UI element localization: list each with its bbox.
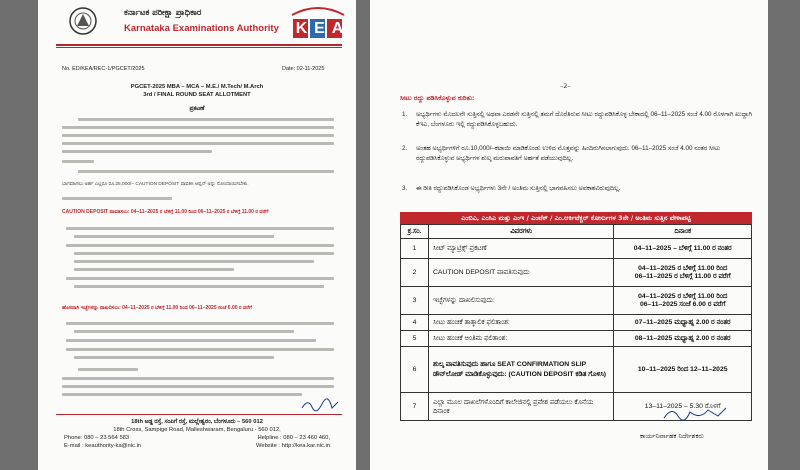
page-number: –2– — [560, 82, 571, 90]
row-date — [614, 259, 752, 287]
notice-page-2 — [370, 0, 768, 470]
kea-logo — [290, 5, 346, 41]
caution-note: ಭಾಗವಹಿಸಲು ಅರ್ಹ ಎಲ್ಲರೂ ರೂ.25,000/– CAUTION DEPOSIT ಪಾವತಿಸಿ ಆಪ್ಷನ್ ಅನ್ನು ನೋಂದಾಯಿಸಬೇಕು. — [62, 182, 249, 187]
org-name-kannada: ಕರ್ನಾಟಕ ಪರೀಕ್ಷಾ ಪ್ರಾಧಿಕಾರ — [124, 8, 202, 18]
kea-logo-letter: K — [295, 20, 308, 37]
text-line — [62, 150, 212, 153]
table-row — [401, 239, 752, 259]
paragraph-number: 3. — [402, 185, 408, 192]
row-date-line: 08–11–2025 ಮಧ್ಯಾಹ್ನ 2.00 ರ ನಂತರ — [634, 334, 731, 342]
subject-line-2: 3rd / FINAL ROUND SEAT ALLOTMENT — [143, 92, 251, 98]
row-description: ಎಲ್ಲಾ ಮೂಲ ದಾಖಲೆಗಳೊಂದಿಗೆ ಕಾಲೇಜಿನಲ್ಲಿ ಪ್ರವೇಶ ಪಡೆಯಲು ಕೊನೆಯ ದಿನಾಂಕ — [428, 393, 613, 421]
kea-logo-letter: A — [331, 20, 344, 37]
notice-page-1 — [38, 0, 356, 470]
row-description: ಸೀಟು ಹಂಚಿಕೆ ತಾತ್ಕಾಲಿಕ ಫಲಿತಾಂಶ: — [428, 315, 613, 331]
text-line — [62, 393, 302, 396]
column-header-sl: ಕ್ರ.ಸಂ. — [401, 225, 429, 239]
column-header-details: ವಿವರಗಳು — [428, 225, 613, 239]
text-line — [74, 285, 324, 288]
reference-number: No. ED/KEA/REC-1/PGCET/2025 — [62, 66, 145, 72]
paragraph-3 — [402, 184, 752, 194]
text-line — [66, 227, 334, 230]
row-date-line: 06–11–2025 ಸಂಜೆ 6.00 ರ ವರೆಗೆ — [639, 300, 726, 308]
row-number: 6 — [401, 347, 429, 393]
paragraph-text: ಈ ರೀತಿ ರದ್ದುಪಡಿಸಿಕೊಂಡ ಅಭ್ಯರ್ಥಿಗಳು 3ನೇ / ಅಂತಿಮ ಸುತ್ತಿನಲ್ಲಿ ಭಾಗವಹಿಸಲು ಅವಕಾಶವಿರುವುದಿಲ್ಲ. — [416, 185, 621, 192]
paragraph-text: ಅಭ್ಯರ್ಥಿಗಳು ಮೊದಲನೇ ಸುತ್ತಿನಲ್ಲಿ ಅಥವಾ ಎರಡನೇ ಸುತ್ತಿನಲ್ಲಿ ತಮಗೆ ದೊರೆತಿರುವ ಸೀಟು ರದ್ದುಪಡಿಸಿಕೊಳ್ಳ ಬೇಕಾದಲ್ಲಿ 06–11–2025 ಸಂಜೆ 4.00 ರೊಳಗಾಗಿ ಖುದ್ದಾಗಿ ಕೆಇಎ, ಬೆಂಗಳೂರು ಇಲ್ಲಿ ರದ್ದುಪಡಿಸಿಕೊಳ್ಳಬಹುದು. — [416, 111, 752, 128]
text-line — [66, 348, 334, 351]
row-date-line: 13–11–2025 – 5.30 ರೊಳಗೆ — [644, 402, 721, 410]
table-row — [401, 287, 752, 315]
text-line — [66, 244, 334, 247]
government-seal-icon — [68, 6, 98, 36]
row-date — [614, 331, 752, 347]
row-number: 3 — [401, 287, 429, 315]
row-date — [614, 287, 752, 315]
column-header-date: ದಿನಾಂಕ — [614, 225, 752, 239]
row-date-line: 04–11–2025 ರ ಬೆಳಿಗ್ಗೆ 11.00 ರಿಂದ — [638, 292, 728, 300]
text-line — [74, 356, 274, 359]
table-row — [401, 259, 752, 287]
text-line — [66, 339, 316, 342]
signature-icon — [660, 404, 740, 424]
row-date-line: 10–11–2025 ರಿಂದ 12–11–2025 — [637, 365, 728, 373]
notice-heading: ಪ್ರಕಟಣೆ — [189, 106, 205, 112]
text-line — [62, 126, 334, 129]
text-line — [62, 160, 94, 163]
footer-phone: Phone: 080 – 23 564 583 — [64, 435, 130, 441]
row-date-line: 04–11–2025 – ಬೆಳಿಗ್ಗೆ 11.00 ರ ನಂತರ — [633, 244, 732, 252]
table-row — [401, 347, 752, 393]
text-line — [78, 368, 138, 371]
row-description: ಇಚ್ಛೆಗಳನ್ನು ದಾಖಲಿಸುವುದು: — [428, 287, 613, 315]
paragraph-text: ಅಂತಹ ಅಭ್ಯರ್ಥಿಗಳಿಗೆ ರೂ.10,000/–ಕಟಾಯಿ ಮಾಡಿಕೊಂಡು ಉಳಿದ ಮೊತ್ತವನ್ನು ಹಿಂದಿರುಗಿಸಲಾಗುವುದು. 06–11–2025 ಸಂಜೆ 4.00 ನಂತರ ಸೀಟು ರದ್ದುಪಡಿಸಿಕೊಳ್ಳುವ ಅಭ್ಯರ್ಥಿಗಳ ಶುಲ್ಕ ಮರುಪಾವತಿಗೆ ಅರ್ಹತೆ ಪಡೆಯುವುದಿಲ್ಲ. — [416, 145, 721, 162]
text-line — [62, 197, 172, 200]
letter-date: Date: 02-11-2025 — [282, 66, 325, 72]
row-description: ಸೀಟ್ ಮ್ಯಾಟ್ರಿಕ್ಸ್ ಪ್ರಕಟಣೆ — [428, 239, 613, 259]
header-rule — [56, 44, 342, 46]
footer-website[interactable]: Website : http://kea.kar.nic.in — [255, 443, 330, 449]
text-line — [66, 277, 334, 280]
row-description: ಸೀಟು ಹಂಚಿಕೆ ಅಂತಿಮ ಫಲಿತಾಂಶ: — [428, 331, 613, 347]
paragraph-number: 1. — [402, 111, 408, 118]
text-line — [62, 142, 334, 145]
text-line — [62, 377, 334, 380]
row-number: 7 — [401, 393, 429, 421]
table-row — [401, 331, 752, 347]
row-date-line: 07–11–2025 ಮಧ್ಯಾಹ್ನ 2.00 ರ ನಂತರ — [634, 318, 731, 326]
text-line — [78, 118, 334, 121]
schedule-table — [400, 224, 752, 421]
row-date-line: 04–11–2025 ರ ಬೆಳಿಗ್ಗೆ 11.00 ರಿಂದ — [638, 264, 728, 272]
cancellation-heading: ಸೀಟು ರದ್ದು ಪಡಿಸಿಕೊಳ್ಳುವ ಕುರಿತು: — [400, 94, 475, 102]
paragraph-number: 2. — [402, 145, 408, 152]
header-rule-thin — [56, 47, 342, 48]
table-row — [401, 315, 752, 331]
footer — [38, 418, 356, 450]
signature-icon — [300, 398, 340, 412]
row-date — [614, 315, 752, 331]
paragraph-1 — [402, 110, 752, 130]
kea-logo-letter: E — [314, 20, 325, 37]
text-line — [74, 252, 334, 255]
text-line — [74, 330, 294, 333]
options-entry-window: ಹೊಸದಾಗಿ ಇಚ್ಛೆಗಳನ್ನು ದಾಖಲಿಸಲು: 04–11–2025 ರ ಬೆಳಿಗ್ಗೆ 11.00 ರಿಂದ 06–11–2025 ಸಂಜೆ 6.00 ರ ವರೆಗೆ — [62, 305, 252, 311]
row-description: CAUTION DEPOSIT ಪಾವತಿಸುವುದು — [428, 259, 613, 287]
text-line — [74, 235, 274, 238]
footer-address-english: 18th Cross, Sampige Road, Malleshwaram, Bengaluru - 560 012, — [113, 427, 281, 433]
row-number: 4 — [401, 315, 429, 331]
schedule-banner: ಎಂಬಿಎ, ಎಂಸಿಎ ಮತ್ತು ಎಂಇ / ಎಂಟೆಕ್ / ಎಂ.ಆರ್ಕಿಟೆಕ್ಚರ್ ಕೋರ್ಸುಗಳ 3ನೇ / ಅಂತಿಮ ಸುತ್ತಿನ ವೇಳಾಪಟ್ಟಿ — [400, 212, 752, 224]
row-number: 1 — [401, 239, 429, 259]
row-date — [614, 347, 752, 393]
row-description: ಶುಲ್ಕ ಪಾವತಿಸುವುದು ಹಾಗೂ SEAT CONFIRMATION SLIP ಡೌನ್‌ಲೋಡ್ ಮಾಡಿಕೊಳ್ಳುವುದು: (CAUTION DEPOSIT ಕಡಿತ ಗೊಳಿಸಿ) — [428, 347, 613, 393]
paragraph-2 — [402, 144, 752, 164]
org-name-english: Karnataka Examinations Authority — [124, 23, 279, 34]
text-line — [66, 322, 334, 325]
subject-line-1: PGCET-2025 MBA – MCA – M.E./ M.Tech/ M.Arch — [130, 84, 264, 90]
text-line — [78, 170, 334, 173]
table-header-row — [401, 225, 752, 239]
footer-address-kannada: 18th ಅಡ್ಡ ರಸ್ತೆ, ಸಂಪಿಗೆ ರಸ್ತೆ, ಮಲ್ಲೇಶ್ವರಂ, ಬೆಂಗಳೂರು – 560 012 — [131, 419, 263, 425]
row-date — [614, 239, 752, 259]
text-line — [74, 268, 234, 271]
footer-rule — [56, 414, 342, 415]
row-number: 2 — [401, 259, 429, 287]
footer-helpline: Helpline : 080 – 23 460 460, — [257, 435, 330, 441]
text-line — [62, 385, 334, 388]
footer-email[interactable]: E-mail : keauthority-ka@nic.in — [64, 443, 142, 449]
caution-deposit-window: CAUTION DEPOSIT ಪಾವತಿಸಲು: 04–11–2025 ರ ಬೆಳಿಗ್ಗೆ 11.00 ರಿಂದ 06–11–2025 ರ ಬೆಳಿಗ್ಗೆ 11.00 ರ ವರೆಗೆ — [62, 209, 269, 215]
text-line — [74, 260, 314, 263]
signatory-title: ಕಾರ್ಯನಿರ್ವಾಹಕ ನಿರ್ದೇಶಕರು — [640, 432, 704, 440]
row-date-line: 06–11–2025 ರ ಬೆಳಿಗ್ಗೆ 11.00 ರ ವರೆಗೆ — [634, 272, 731, 280]
text-line — [62, 134, 334, 137]
row-number: 5 — [401, 331, 429, 347]
